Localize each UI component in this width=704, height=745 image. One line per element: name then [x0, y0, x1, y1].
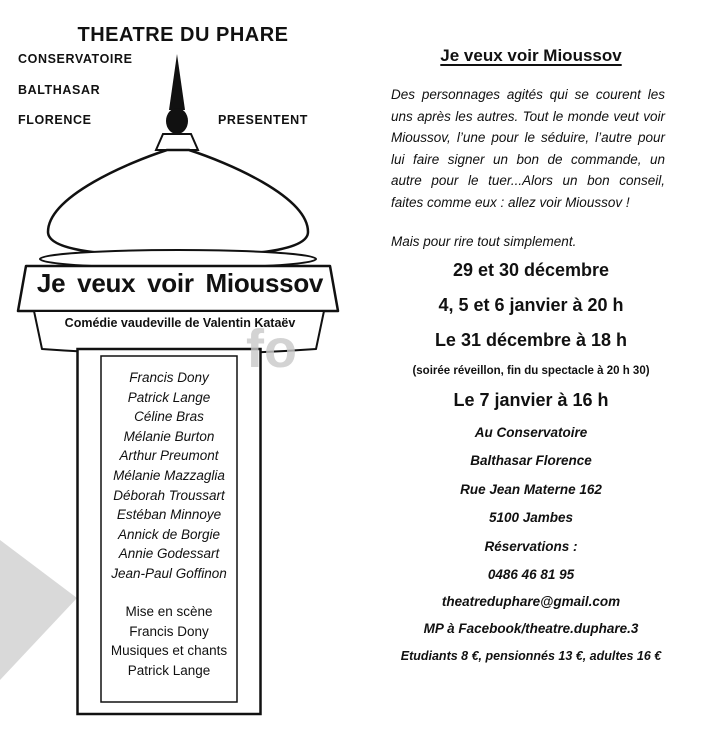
light-beam-shape: [0, 540, 77, 680]
date-line: Le 31 décembre à 18 h: [434, 330, 628, 350]
presenter-line-balthasar: BALTHASAR: [18, 83, 101, 97]
show-title-banner: Je veux voir Mioussov: [36, 268, 324, 298]
theatre-name: THEATRE DU PHARE: [77, 24, 289, 47]
cast-member: Mélanie Burton: [123, 428, 215, 444]
facebook-line: MP à Facebook/theatre.duphare.3: [423, 621, 639, 636]
cast-member: Déborah Troussart: [113, 487, 225, 503]
credits-block: [79, 602, 259, 680]
date-line: Le 7 janvier à 16 h: [453, 390, 609, 410]
info-panel: [388, 0, 674, 745]
credit-name-direction: Francis Dony: [129, 623, 209, 639]
watermark: fo: [246, 319, 297, 379]
presentent-label: PRESENTENT: [218, 113, 309, 127]
show-title-heading: Je veux voir Mioussov: [440, 46, 622, 65]
venue-name-2: Balthasar Florence: [470, 453, 592, 468]
show-tagline: Mais pour rire tout simplement.: [391, 234, 577, 249]
cast-member: Estéban Minnoye: [116, 507, 222, 523]
credit-role-direction: Mise en scène: [125, 604, 213, 619]
reveillon-note: (soirée réveillon, fin du spectacle à 20 h 30): [412, 365, 650, 377]
venue-name: Au Conservatoire: [474, 425, 588, 440]
presenter-line-florence: FLORENCE: [18, 113, 92, 127]
dome-neck-shape: [156, 134, 198, 150]
email-address: theatreduphare@gmail.com: [441, 594, 621, 609]
cast-member: Patrick Lange: [127, 389, 211, 405]
onion-dome-shape: [48, 150, 308, 256]
ticket-prices: Etudiants 8 €, pensionnés 13 €, adultes 16 €: [400, 649, 662, 663]
phone-number: 0486 46 81 95: [487, 567, 575, 582]
presenter-line-conservatoire: CONSERVATOIRE: [18, 52, 133, 66]
reservations-label: Réservations :: [484, 539, 578, 554]
cast-list: [101, 368, 237, 584]
cast-member: Annick de Borgie: [117, 526, 221, 542]
cast-member: Céline Bras: [134, 409, 204, 425]
date-line: 4, 5 et 6 janvier à 20 h: [438, 295, 624, 315]
spire-shape: [169, 54, 185, 110]
credit-role-music: Musiques et chants: [110, 643, 228, 659]
spire-bulb-shape: [166, 108, 188, 134]
cast-member: Francis Dony: [129, 370, 209, 385]
cast-member: Jean-Paul Goffinon: [111, 565, 227, 581]
cast-member: Mélanie Mazzaglia: [113, 467, 225, 483]
credit-name-music: Patrick Lange: [127, 662, 211, 678]
venue-street: Rue Jean Materne 162: [460, 482, 602, 497]
show-description: Des personnages agités qui se courent les uns après les autres. Tout le monde veut voir Mioussov, l’une pour le séduire, l’autre pour lui faire signer un bon de commande, un autre pour le tuer...Alors un bon conseil, faites comme eux : allez voir Mioussov !: [391, 87, 665, 210]
cast-member: Annie Godessart: [118, 546, 220, 562]
venue-city: 5100 Jambes: [488, 510, 574, 525]
cast-member: Arthur Preumont: [119, 448, 219, 464]
show-subtitle: Comédie vaudeville de Valentin Kataëv: [64, 316, 296, 330]
date-line: 29 et 30 décembre: [452, 260, 610, 280]
